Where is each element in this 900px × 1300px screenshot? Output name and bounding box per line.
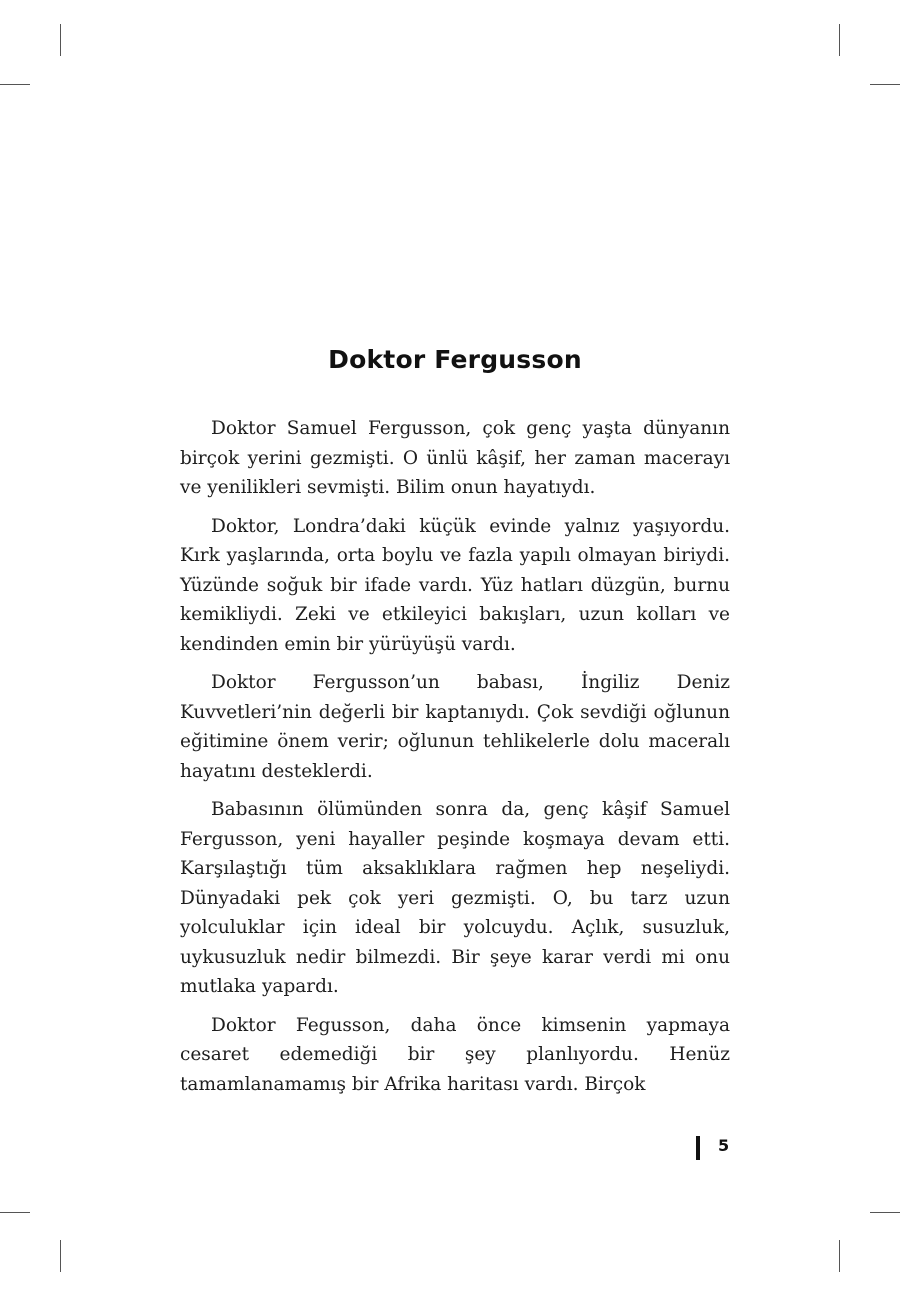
crop-mark-bottom-right-horizontal xyxy=(870,1212,900,1213)
chapter-title: Doktor Fergusson xyxy=(328,345,582,374)
chapter-body xyxy=(180,414,730,1099)
page-number: 5 xyxy=(718,1136,730,1155)
crop-mark-bottom-left xyxy=(60,1240,61,1272)
paragraph: Babasının ölümünden sonra da, genç kâşif Samuel Fergusson, yeni hayaller peşinde koşmaya devam etti. Karşılaştığı tüm aksaklıklara rağmen hep neşeliydi. Dünyadaki pek çok yeri gezmişti. O, bu tarz uzun yolculuklar için ideal bir yolcuydu. Açlık, susuzluk, uykusuzluk nedir bilmezdi. Bir şeye karar verdi mi onu mutlaka yapardı. xyxy=(180,799,730,997)
paragraph: Doktor Fergusson’un babası, İngiliz Deniz Kuvvetleri’nin değerli bir kaptanıydı. Çok sevdiği oğlunun eğitimine önem verir; oğlunun tehlikelerle dolu maceralı hayatını desteklerdi. xyxy=(180,672,730,782)
paragraph: Doktor Samuel Fergusson, çok genç yaşta dünyanın birçok yerini gezmişti. O ünlü kâşif, her zaman macerayı ve yenilikleri sevmişti. Bilim onun hayatıydı. xyxy=(180,418,730,498)
paragraph: Doktor Fegusson, daha önce kimsenin yapmaya cesaret edemediği bir şey planlıyordu. Henüz tamamlanamamış bir Afrika haritası vardı. Birçok xyxy=(180,1014,730,1095)
paragraph: Doktor, Londra’daki küçük evinde yalnız yaşıyordu. Kırk yaşlarında, orta boylu ve fazla yapılı olmayan biriydi. Yüzünde soğuk bir ifade vardı. Yüz hatları düzgün, burnu kemikliydi. Zeki ve etkileyici bakışları, uzun kolları ve kendinden emin bir yürüyüşü vardı. xyxy=(180,515,730,655)
crop-mark-bottom-left-horizontal xyxy=(0,1212,30,1213)
crop-mark-bottom-right xyxy=(839,1240,840,1272)
crop-mark-top-right-horizontal xyxy=(870,84,900,85)
crop-mark-top-right xyxy=(839,24,840,56)
page-number-bar xyxy=(696,1136,700,1160)
crop-mark-top-left-horizontal xyxy=(0,84,30,85)
crop-mark-top-left xyxy=(60,24,61,56)
